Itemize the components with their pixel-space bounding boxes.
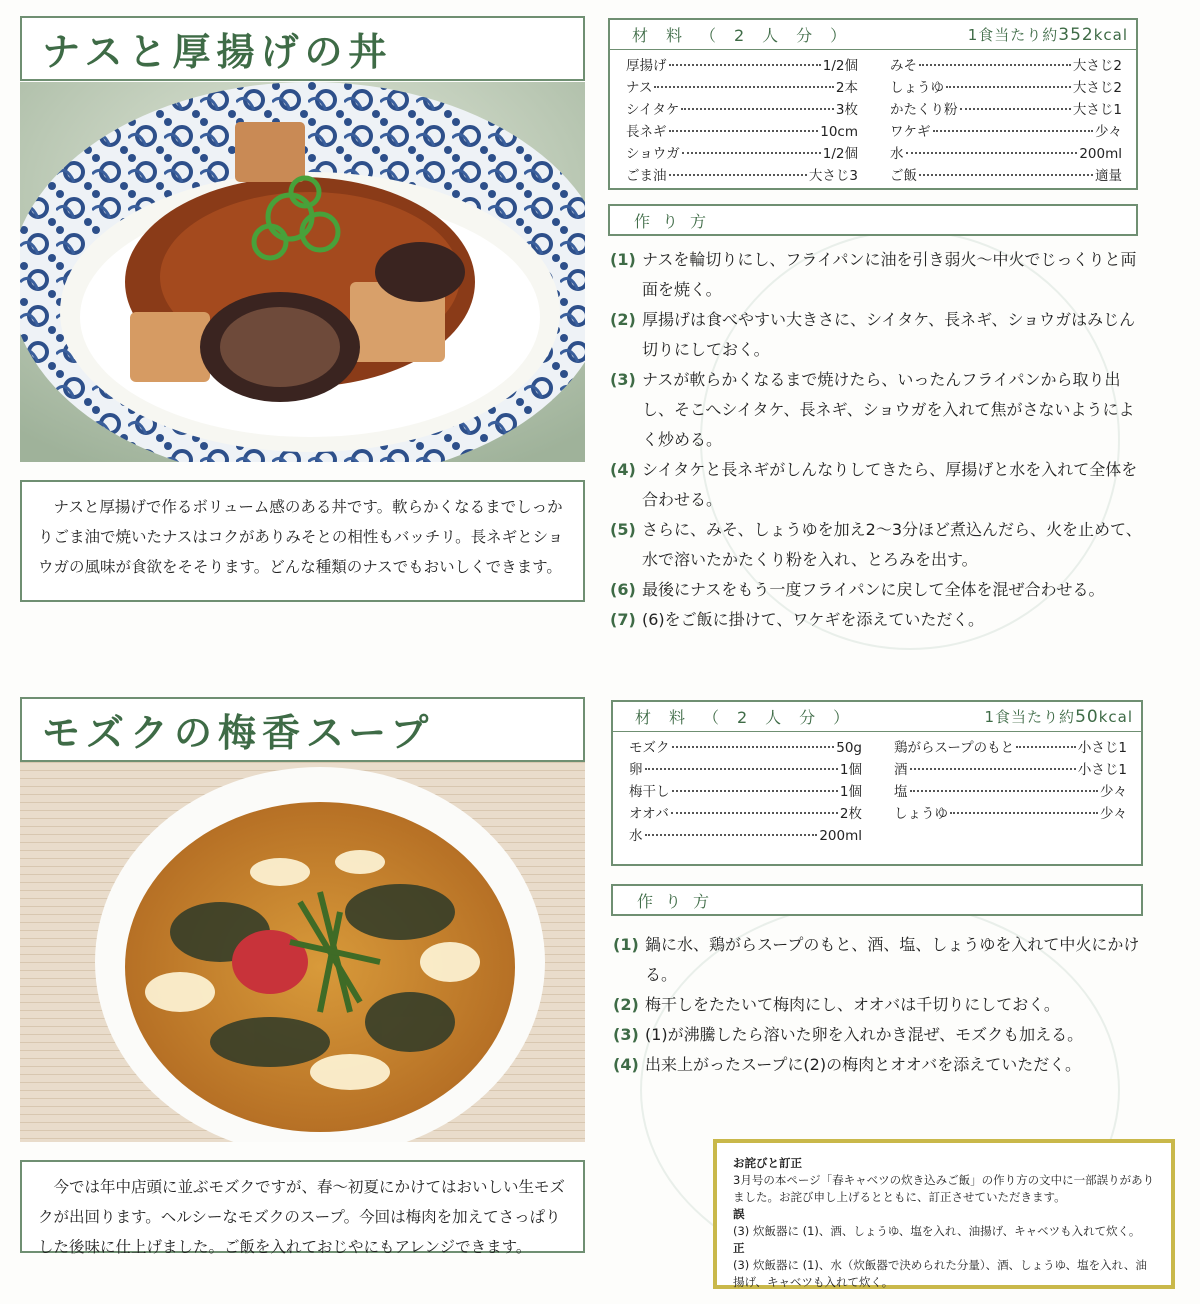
dot-leader	[919, 174, 1093, 176]
dot-leader	[933, 130, 1094, 132]
ingredient-name: みそ	[890, 58, 917, 74]
ingredient-amount: 2枚	[839, 806, 862, 822]
ingredient-row	[894, 736, 1127, 758]
kcal-unit: kcal	[1093, 26, 1128, 44]
recipe2-photo	[20, 762, 585, 1142]
ingredient-amount: 200ml	[1079, 146, 1122, 162]
recipe1-intro-text: ナスと厚揚げで作るボリューム感のある丼です。軟らかくなるまでしっかりごま油で焼いたナスはコクがありみそとの相性もバッチリ。長ネギとショウガの風味が食欲をそそります。どんな種類のナスでもおいしくできます。	[38, 498, 564, 576]
step-text: (1)が沸騰したら溶いた卵を入れかき混ぜ、モズクも加える。	[645, 1025, 1084, 1044]
step-item	[610, 515, 1144, 575]
step-item	[610, 305, 1144, 365]
notice-right-label: 正	[733, 1241, 745, 1255]
dot-leader	[669, 130, 819, 132]
ingredient-name: オオバ	[629, 806, 669, 822]
step-item	[613, 990, 1147, 1020]
dot-leader	[669, 64, 821, 66]
step-text: ナスが軟らかくなるまで焼けたら、いったんフライパンから取り出し、そこへシイタケ、長ネギ、ショウガを入れて焦がさないようによく炒める。	[642, 370, 1135, 449]
dot-leader	[946, 86, 1071, 88]
ingredient-amount: 大さじ1	[1072, 102, 1122, 118]
ingredient-name: ナス	[626, 80, 653, 96]
notice-wrong-label: 誤	[733, 1207, 745, 1221]
ingredient-amount: 少々	[1100, 784, 1127, 800]
step-item	[610, 365, 1144, 455]
ingredient-amount: 1個	[839, 784, 862, 800]
step-number: (2)	[610, 310, 636, 329]
step-item	[610, 575, 1144, 605]
recipe2-title-box	[20, 697, 585, 762]
step-number: (1)	[613, 935, 639, 954]
recipe1-steps	[610, 245, 1144, 635]
ingredient-name: かたくり粉	[890, 102, 958, 118]
step-text: (6)をご飯に掛けて、ワケギを添えていただく。	[642, 610, 985, 629]
step-item	[610, 245, 1144, 305]
ingredient-amount: 少々	[1095, 124, 1122, 140]
recipe1-ingredients-box	[608, 18, 1138, 190]
ingredient-row	[890, 142, 1122, 164]
recipe1-photo	[20, 82, 585, 462]
dot-leader	[672, 790, 838, 792]
ingredient-name: 酒	[894, 762, 908, 778]
step-number: (5)	[610, 520, 636, 539]
recipe1-method-label: 作り方	[634, 211, 719, 231]
recipe2-ingredients-left	[629, 736, 862, 846]
step-number: (3)	[610, 370, 636, 389]
step-text: 鍋に水、鶏がらスープのもと、酒、塩、しょうゆを入れて中火にかける。	[645, 935, 1140, 984]
dot-leader	[950, 812, 1098, 814]
step-number: (7)	[610, 610, 636, 629]
dot-leader	[906, 152, 1078, 154]
ingredient-name: 塩	[894, 784, 908, 800]
recipe2-intro-text: 今では年中店頭に並ぶモズクですが、春～初夏にかけてはおいしい生モズクが出回ります。ヘルシーなモズクのスープ。今回は梅肉を加えてさっぱりした後味に仕上げました。ご飯を入れておじやにもアレンジできます。	[38, 1178, 566, 1256]
dot-leader	[682, 152, 821, 154]
ingredient-row	[890, 76, 1122, 98]
recipe2-method-header	[611, 884, 1143, 916]
step-number: (1)	[610, 250, 636, 269]
ingredient-amount: 50g	[836, 740, 862, 756]
dot-leader	[669, 174, 807, 176]
ingredient-row	[626, 120, 858, 142]
kcal-unit: kcal	[1098, 708, 1133, 726]
kcal-value: 50	[1075, 707, 1099, 727]
dot-leader	[654, 86, 833, 88]
dot-leader	[681, 108, 834, 110]
ingredient-name: ご飯	[890, 168, 917, 184]
ingredient-row	[890, 54, 1122, 76]
recipe1-method-header	[608, 204, 1138, 236]
recipe2-intro-box	[20, 1160, 585, 1256]
ingredient-row	[626, 54, 858, 76]
ingredient-name: 水	[629, 828, 643, 844]
dot-leader	[960, 108, 1071, 110]
step-number: (4)	[613, 1055, 639, 1074]
ingredient-amount: 小さじ1	[1077, 740, 1127, 756]
step-text: 梅干しをたたいて梅肉にし、オオバは千切りにしておく。	[645, 995, 1060, 1014]
step-item	[613, 1050, 1147, 1080]
recipe1-intro-box	[20, 480, 585, 602]
dot-leader	[919, 64, 1071, 66]
ingredient-amount: 少々	[1100, 806, 1127, 822]
dot-leader	[645, 834, 818, 836]
notice-right-text: (3) 炊飯器に (1)、水（炊飯器で決められた分量）、酒、しょうゆ、塩を入れ、油揚げ、キャベツも入れて炊く。	[733, 1258, 1147, 1289]
ingredient-name: 卵	[629, 762, 643, 778]
kcal-prefix: 1食当たり約	[967, 26, 1059, 44]
recipe2-ingredients-box	[611, 700, 1143, 866]
dot-leader	[645, 768, 838, 770]
step-number: (4)	[610, 460, 636, 479]
ingredient-row	[626, 76, 858, 98]
step-text: 出来上がったスープに(2)の梅肉とオオバを添えていただく。	[645, 1055, 1081, 1074]
step-item	[613, 930, 1147, 990]
ingredient-amount: 1個	[839, 762, 862, 778]
recipe2-ingredients-header	[613, 702, 1141, 732]
ingredient-name: しょうゆ	[894, 806, 948, 822]
ingredient-amount: 1/2個	[822, 58, 858, 74]
ingredient-amount: 大さじ2	[1072, 58, 1122, 74]
ingredient-row	[890, 120, 1122, 142]
dot-leader	[1016, 746, 1076, 748]
step-item	[613, 1020, 1147, 1050]
step-text: シイタケと長ネギがしんなりしてきたら、厚揚げと水を入れて全体を合わせる。	[642, 460, 1138, 509]
recipe1-ingredients-right	[890, 54, 1122, 186]
ingredient-row	[894, 758, 1127, 780]
recipe2-ingredients-right	[894, 736, 1127, 846]
ingredient-row	[629, 758, 862, 780]
kcal-prefix: 1食当たり約	[984, 708, 1076, 726]
ingredient-amount: 3枚	[835, 102, 858, 118]
notice-heading: お詫びと訂正	[733, 1156, 802, 1170]
kcal-value: 352	[1058, 25, 1094, 45]
ingredient-name: 厚揚げ	[626, 58, 667, 74]
ingredient-name: しょうゆ	[890, 80, 944, 96]
ingredient-row	[890, 98, 1122, 120]
ingredient-row	[629, 780, 862, 802]
ingredient-row	[629, 824, 862, 846]
ingredient-amount: 適量	[1095, 168, 1122, 184]
ingredient-name: 長ネギ	[626, 124, 667, 140]
step-item	[610, 605, 1144, 635]
notice-wrong-text: (3) 炊飯器に (1)、酒、しょうゆ、塩を入れ、油揚げ、キャベツも入れて炊く。	[733, 1224, 1141, 1238]
ingredient-row	[629, 802, 862, 824]
ingredient-amount: 大さじ2	[1072, 80, 1122, 96]
recipe1-ingredients-label: 材料（2人分）	[632, 26, 865, 45]
ingredient-name: ショウガ	[626, 146, 680, 162]
ingredient-row	[629, 736, 862, 758]
step-item	[610, 455, 1144, 515]
recipe1-title-box	[20, 16, 585, 81]
step-text: 厚揚げは食べやすい大きさに、シイタケ、長ネギ、ショウガはみじん切りにしておく。	[642, 310, 1136, 359]
step-number: (6)	[610, 580, 636, 599]
ingredient-amount: 200ml	[819, 828, 862, 844]
correction-notice	[713, 1139, 1175, 1289]
dot-leader	[910, 790, 1099, 792]
ingredient-amount: 1/2個	[822, 146, 858, 162]
ingredient-name: ワケギ	[890, 124, 931, 140]
ingredient-row	[626, 98, 858, 120]
ingredient-row	[894, 802, 1127, 824]
recipe2-method-label: 作り方	[637, 891, 722, 911]
ingredient-name: ごま油	[626, 168, 667, 184]
ingredient-name: モズク	[629, 740, 670, 756]
step-text: さらに、みそ、しょうゆを加え2～3分ほど煮込んだら、火を止めて、水で溶いたかたくり粉を入れ、とろみを出す。	[642, 520, 1142, 569]
dot-leader	[910, 768, 1076, 770]
step-number: (2)	[613, 995, 639, 1014]
ingredient-row	[890, 164, 1122, 186]
recipe2-kcal	[985, 706, 1133, 727]
ingredient-amount: 2本	[835, 80, 858, 96]
notice-body: 3月号の本ページ「春キャベツの炊き込みご飯」の作り方の文中に一部誤りがありました。お詫び申し上げるとともに、訂正させていただきます。	[733, 1173, 1155, 1204]
recipe2-title: モズクの梅香スープ	[42, 710, 435, 755]
recipe2-ingredients-label: 材料（2人分）	[635, 708, 868, 727]
step-text: ナスを輪切りにし、フライパンに油を引き弱火～中火でじっくりと両面を焼く。	[642, 250, 1137, 299]
dot-leader	[671, 812, 838, 814]
ingredient-row	[894, 780, 1127, 802]
ingredient-row	[626, 142, 858, 164]
recipe1-kcal	[968, 24, 1128, 45]
step-text: 最後にナスをもう一度フライパンに戻して全体を混ぜ合わせる。	[642, 580, 1105, 599]
step-number: (3)	[613, 1025, 639, 1044]
ingredient-amount: 10cm	[820, 124, 858, 140]
recipe2-steps	[613, 930, 1147, 1080]
recipe1-title: ナスと厚揚げの丼	[42, 29, 393, 74]
ingredient-name: 鶏がらスープのもと	[894, 740, 1015, 756]
recipe1-ingredients-header	[610, 20, 1136, 50]
ingredient-amount: 大さじ3	[808, 168, 858, 184]
ingredient-name: シイタケ	[626, 102, 680, 118]
dot-leader	[672, 746, 835, 748]
ingredient-name: 水	[890, 146, 904, 162]
recipe1-ingredients-left	[626, 54, 858, 186]
ingredient-amount: 小さじ1	[1077, 762, 1127, 778]
ingredient-row	[626, 164, 858, 186]
ingredient-name: 梅干し	[629, 784, 670, 800]
